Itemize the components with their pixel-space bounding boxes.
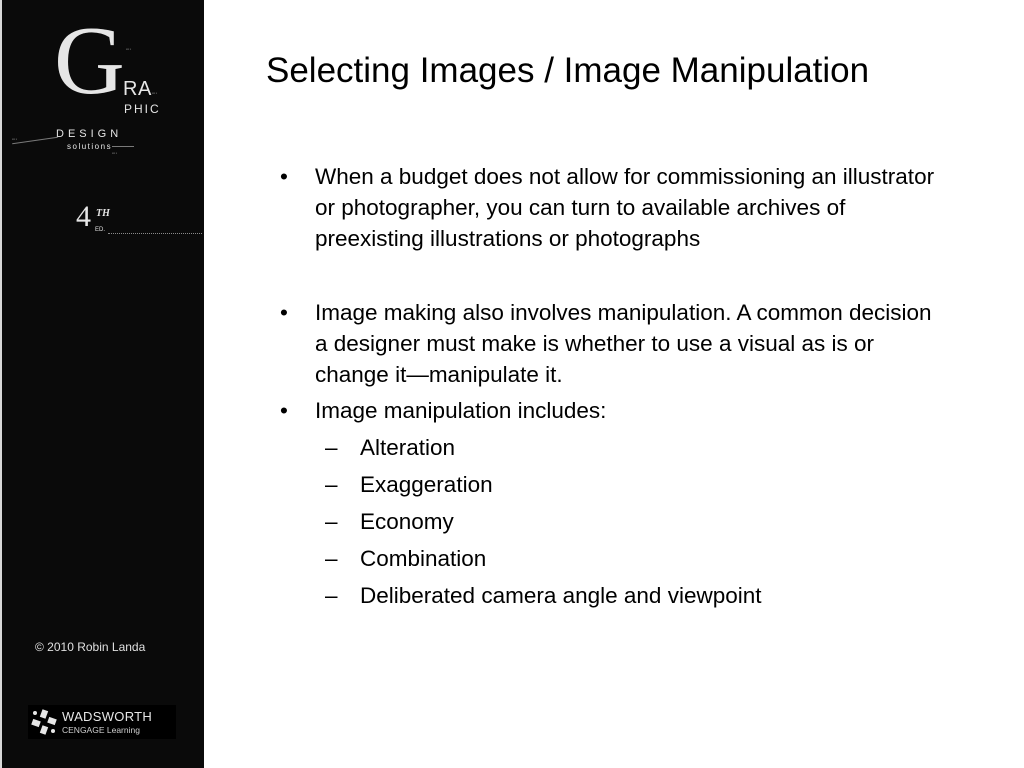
logo-fine-print: ▪▪▪ ▪ xyxy=(12,137,18,141)
sidebar-edge xyxy=(0,0,2,768)
edition-suffix: TH xyxy=(96,208,110,219)
bullet-text: Image manipulation includes: xyxy=(315,398,607,423)
sub-bullet-marker: – xyxy=(325,472,338,497)
logo-fine-print: ▪▪▪ ▪ xyxy=(152,91,158,95)
bullet-item xyxy=(268,297,948,390)
logo-rule xyxy=(112,146,134,147)
bullet-text: When a budget does not allow for commissioning an illustrator or photographer, you can turn to available archives of preexisting illustrations or photographs xyxy=(315,164,935,251)
edition-dotted-rule xyxy=(108,233,202,234)
sub-bullet-item xyxy=(268,577,948,614)
sub-bullet-text: Exaggeration xyxy=(360,472,493,497)
sub-bullet-item xyxy=(268,540,948,577)
logo-text-design: DESIGN xyxy=(56,128,123,140)
sub-bullet-item xyxy=(268,466,948,503)
logo-rule xyxy=(12,137,58,144)
bullet-item xyxy=(268,161,948,254)
cengage-star-icon xyxy=(31,709,57,735)
bullet-text: Image making also involves manipulation. A common decision a designer must make is whether to use a visual as is or change it—manipulate it. xyxy=(315,300,932,387)
sub-bullet-text: Economy xyxy=(360,509,454,534)
sub-bullet-marker: – xyxy=(325,435,338,460)
sub-bullet-text: Alteration xyxy=(360,435,456,460)
publisher-logo xyxy=(28,705,176,739)
edition-label: ED. xyxy=(95,227,106,233)
logo-fine-print: ▪▪▪ ▪ xyxy=(112,151,118,155)
publisher-name: WADSWORTH xyxy=(62,709,153,724)
logo-fine-print: ▪▪▪ ▪ xyxy=(126,47,132,51)
logo-text-phic: PHIC xyxy=(124,102,161,116)
slide-title: Selecting Images / Image Manipulation xyxy=(266,51,870,90)
edition-number: 4 xyxy=(76,200,91,233)
logo-text-solutions: solutions xyxy=(67,142,113,151)
logo-text-ra: RA xyxy=(123,78,152,100)
sub-bullet-item xyxy=(268,429,948,466)
sub-bullet-marker: – xyxy=(325,546,338,571)
book-cover-sidebar xyxy=(0,0,204,768)
sub-bullet-item xyxy=(268,503,948,540)
copyright-notice: © 2010 Robin Landa xyxy=(35,640,146,654)
sub-bullet-marker: – xyxy=(325,509,338,534)
bullet-marker: • xyxy=(280,398,288,423)
sub-bullet-marker: – xyxy=(325,583,338,608)
publisher-subtitle: CENGAGE Learning xyxy=(62,725,140,735)
bullet-marker: • xyxy=(280,300,288,325)
slide-body xyxy=(268,161,948,614)
sub-bullet-text: Combination xyxy=(360,546,487,571)
bullet-item xyxy=(268,395,948,426)
bullet-marker: • xyxy=(280,164,288,189)
sub-bullet-text: Deliberated camera angle and viewpoint xyxy=(360,583,762,608)
logo-letter-g: G xyxy=(54,7,125,115)
